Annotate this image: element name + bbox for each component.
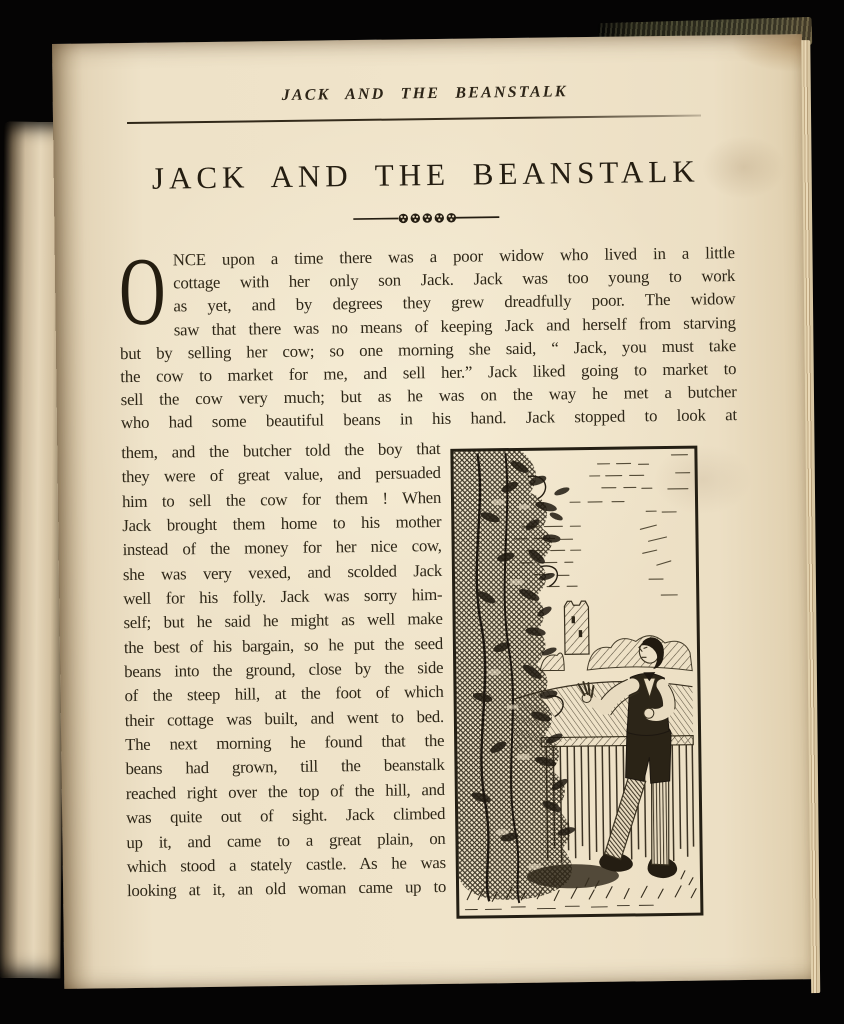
chapter-ornament [118,207,734,234]
opening-paragraph [118,237,738,435]
text-line: of the steep hill, at the foot of which [124,682,444,706]
text-line: Jack brought them home to his mother [122,511,442,536]
text-line: reached right over the top of the hill, and [125,779,445,803]
chapter-title: JACK AND THE BEANSTALK [151,153,700,196]
text-line: but by selling her cow; so one morning she said, “ Jack, you must take [119,335,737,363]
text-line: the best of his bargain, so he put the seed [123,633,444,657]
page-fore-edge [801,40,820,993]
text-line: the cow to market for me, and sell her.” Jack liked going to market to [120,359,737,387]
text-line: saw that there was no means of keeping Jack and herself from starving [173,312,736,340]
text-line: looking at it, an old woman came up to [126,877,447,901]
text-line: The next morning he found that the [125,731,445,755]
text-line: cottage with her only son Jack. Jack was too young to work [173,266,736,293]
text-line: their cottage was built, and went to bed. [124,706,444,730]
text-line: beans into the ground, close by the side [124,658,444,682]
text-line: they were of great value, and persuaded [121,463,441,487]
left-text-column [121,437,446,904]
text-line: them, and the butcher told the boy that [121,438,441,463]
text-line: was quite out of sight. Jack climbed [126,804,446,828]
text-line: well for his folly. Jack was sorry him- [123,585,443,609]
beanstalk-engraving-icon [449,445,704,920]
beanstalk-illustration [449,445,704,920]
text-line: beans had grown, till the beanstalk [125,755,445,779]
text-line: up it, and came to a great plain, on [126,828,446,852]
text-line: who had some beautiful beans in his hand. Jack stopped to look at [120,405,738,433]
fleuron-divider-icon [351,210,501,226]
text-line: which stood a stately castle. As he was [126,852,446,876]
text-line: self; but he said he might as well make [123,609,443,633]
text-line: sell the cow very much; but as he was on the way he met a butcher [120,382,737,410]
header-rule [127,115,701,125]
text-line: him to sell the cow for them ! When [121,487,442,511]
text-line: as yet, and by degrees they grew dreadfully poor. The widow [173,289,736,316]
text-line: she was very vexed, and scolded Jack [122,560,443,584]
text-line: instead of the money for her nice cow, [122,536,442,560]
running-head: JACK AND THE BEANSTALK [281,83,568,104]
book-page [52,34,814,989]
text-line: NCE upon a time there was a poor widow who lived in a little [172,243,735,270]
drop-cap: O [118,237,167,346]
